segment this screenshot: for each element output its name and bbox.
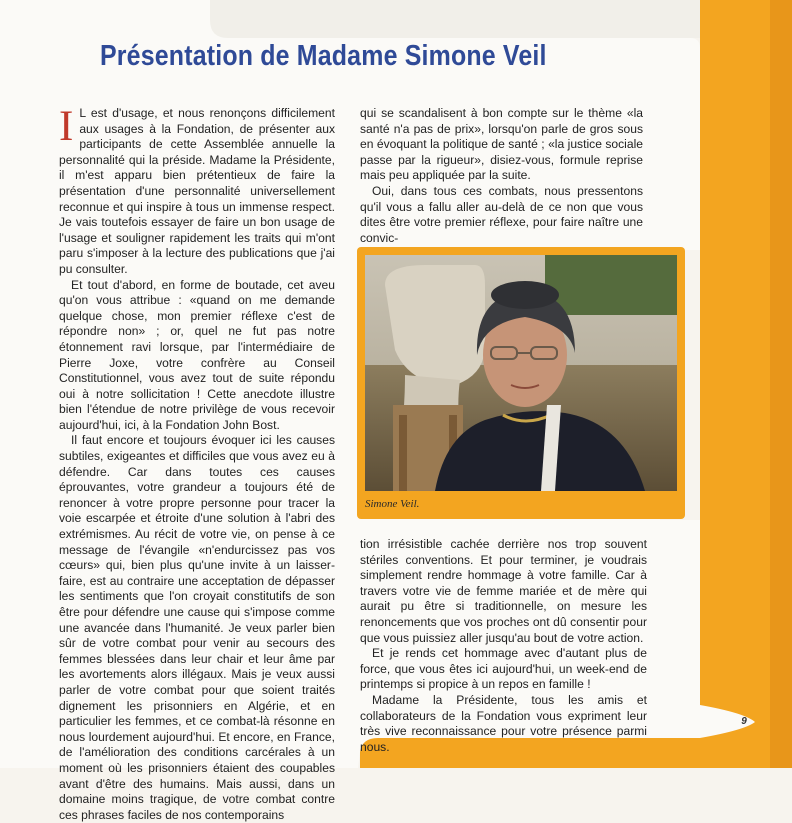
paragraph: Et tout d'abord, en forme de boutade, cet aveu qu'on vous attribue : «quand on me demande quelque chose, mon premier réflexe c'est de répondre non» ; or, quel ne fut pas notre étonnement ravi lorsque, par l'intermédiaire de Pierre Joxe, votre confrère au Conseil Constitutionnel, vous avez tout de suite répondu oui à notre sollicitation ! Cette anecdote illustre bien l'étendue de notre privilège de vous recevoir aujourd'hui, ici, à la Fondation John Bost. [59,277,335,432]
page-number: 9 [741,716,747,727]
paragraph: Madame la Présidente, tous les amis et collaborateurs de la Fondation vous expriment leur très vive reconnaissance pour votre présence parmi nous. [360,692,647,754]
portrait-photo [365,255,677,491]
drop-cap: I [59,103,74,150]
paragraph: tion irrésistible cachée derrière nos trop souvent stériles conventions. Et pour terminer, je voudrais simplement rendre hommage à votre famille. Car à travers votre vie de femme mariée et de mère qui aurait pu être si traditionnelle, on mesure les renoncements que vos proches ont dû consentir pour que vous puissiez aller jusqu'au bout de votre action. [360,537,647,645]
paragraph: Il faut encore et toujours évoquer ici les causes subtiles, exigeantes et difficiles que vous avez eu à défendre. Car dans toutes ces causes éprouvantes, votre grandeur a toujours été de renoncer à votre propre personne pour tracer la voie escarpée et étroite d'une solution à l'abri des extrémismes. Au récit de votre vie, on pense à ce message de l'évangile «n'endurcissez pas vos cœurs» qui, bien plus qu'une invite à un laisser-faire, est au contraire une acceptation de dépasser les sentiments que l'on croyait constitutifs de son être pour défendre une cause qui s'impose comme une avancée dans l'humanité. Je veux parler bien sûr de votre combat pour venir au secours des femmes blessées dans leur chair et leur âme par les avortements alors illégaux. Mais je veux aussi parler de votre combat pour que soient traités dignement les prisonniers en Algérie, et en particulier les femmes, et ce combat-là résonne en nous lourdement aujourd'hui. Et encore, en France, de l'amélioration des conditions carcérales à un moment où les prisonniers étaient des coupables avant d'être des humains. Mais aussi, dans un domaine moins tragique, de votre combat contre ces phrases faciles de nos contemporains [59,433,335,822]
right-text-column-top [360,106,643,246]
left-text-column [59,103,335,823]
right-text-column-bottom [360,537,647,755]
paragraph: qui se scandalisent à bon compte sur le thème «la santé n'a pas de prix», lorsqu'on parle de gros sous en évoquant la politique de santé ; «la justice sociale passe par la rigueur», disiez-vous, formule reprise mais peu appliquée par la suite. [360,106,643,183]
paragraph: I L est d'usage, et nous renonçons difficilement aux usages à la Fondation, de présenter aux participants de cette Assemblée annuelle la personnalité qui la préside. Madame la Présidente, il m'est apparu bien prétentieux de faire la présentation d'une personnalité universellement reconnue et qui inspire à tous un immense respect. Je vais toutefois essayer de faire un bon usage de l'usage et souligner rapidement les traits qui m'ont paru s'imposer à la lecture des publications que j'ai pu consulter. [59,103,335,276]
paragraph: Et je rends cet hommage avec d'autant plus de force, que vous êtes ici aujourd'hui, un week-end de printemps si propice à un repos en famille ! [360,646,647,692]
photo-frame [357,247,685,519]
photo-caption: Simone Veil. [365,498,420,510]
paragraph: Oui, dans tous ces combats, nous pressentons qu'il vous a fallu aller au-delà de ce non que vous dites être votre premier réflexe, pour faire naître une convic- [360,183,643,245]
page-title: Présentation de Madame Simone Veil [100,40,547,72]
